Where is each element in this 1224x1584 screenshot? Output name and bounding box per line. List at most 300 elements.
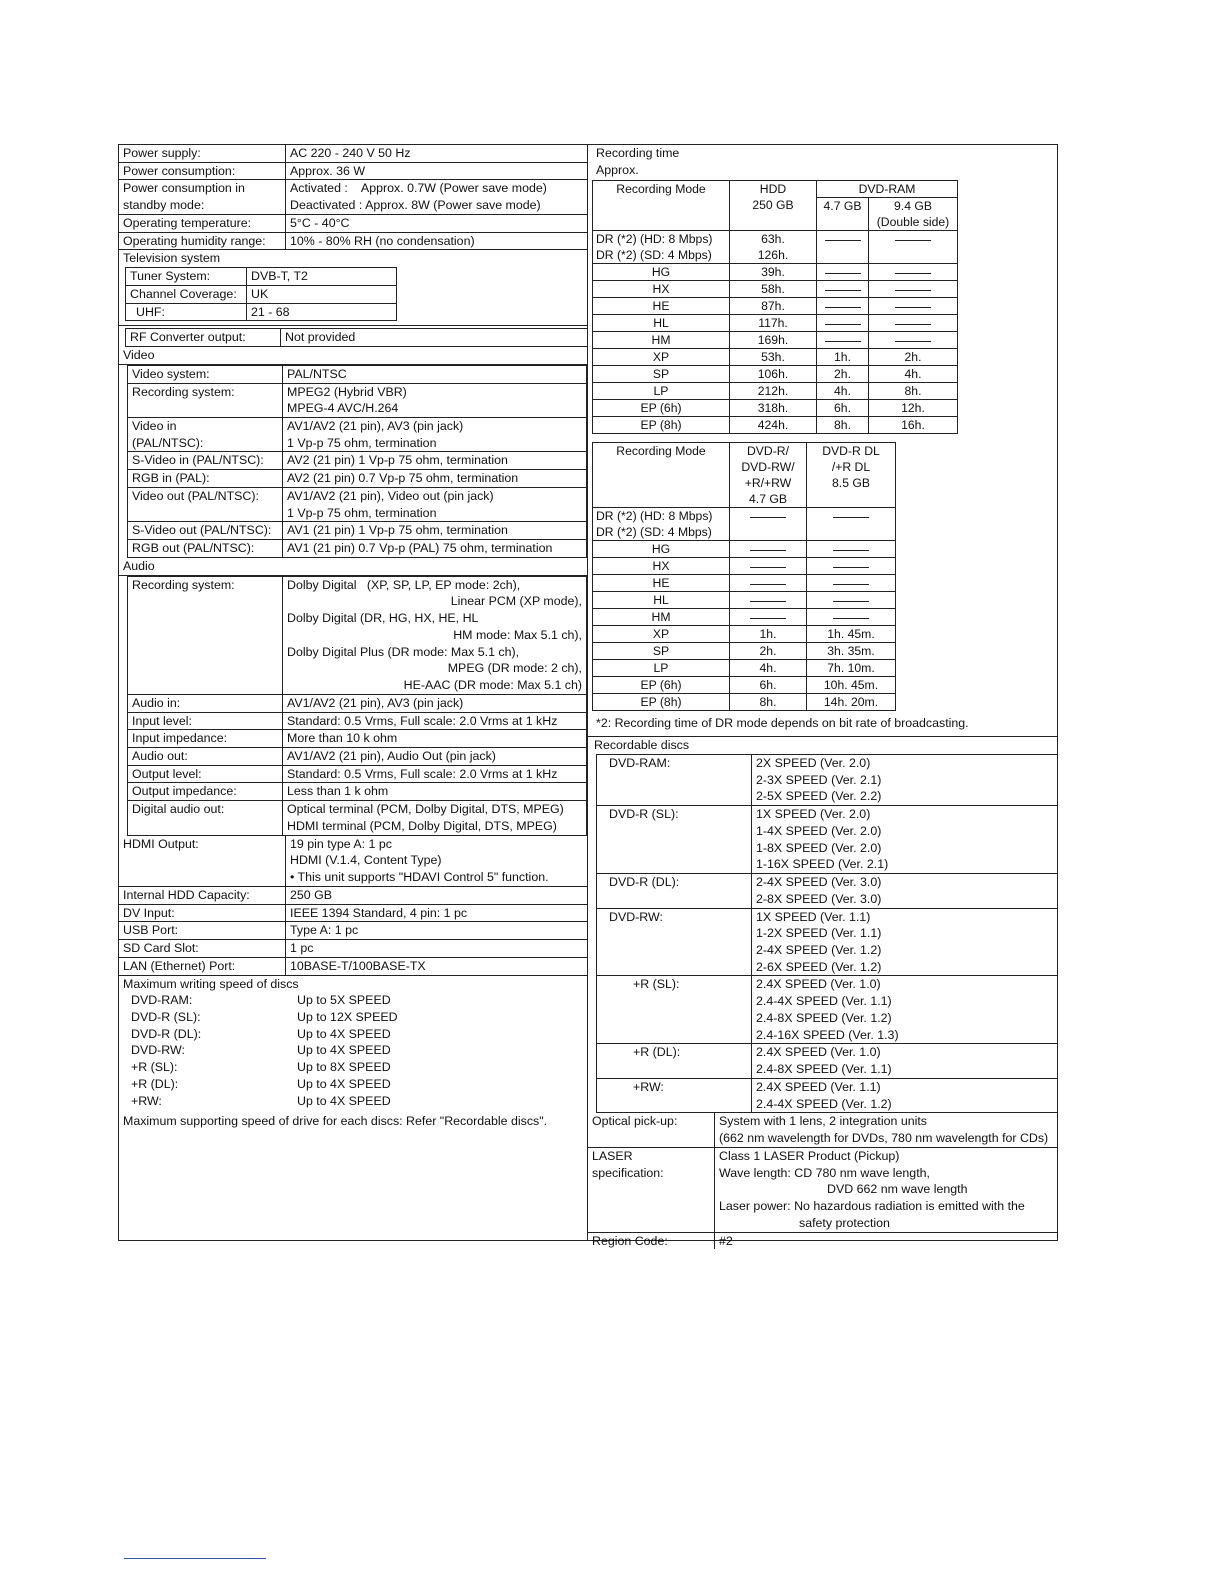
- text-line: 2X SPEED (Ver. 2.0): [756, 755, 871, 770]
- value-cell: [817, 332, 869, 349]
- text-line: 1 pc: [290, 941, 314, 956]
- text-line: (PAL/NTSC):: [132, 435, 204, 450]
- disc-label: DVD-RW:: [597, 908, 752, 976]
- text-line: Standard: 0.5 Vrms, Full scale: 2.0 Vrms at 1 kHz: [287, 766, 558, 781]
- value-cell: [869, 315, 958, 332]
- text-line: RGB in (PAL):: [132, 471, 210, 486]
- value-cell: 4h.: [817, 383, 869, 400]
- write-row: [119, 1059, 402, 1076]
- value-cell: 212h.: [730, 383, 817, 400]
- value-cell: 63h. 126h.: [730, 231, 817, 264]
- spec-label: [128, 694, 283, 712]
- spec-value: [283, 576, 587, 694]
- value-cell: [869, 332, 958, 349]
- value-cell: 2h.: [817, 366, 869, 383]
- spec-label: [119, 957, 286, 975]
- spec-row: [119, 232, 587, 250]
- column-header: 9.4 GB (Double side): [869, 198, 958, 231]
- text-line: Audio out:: [132, 748, 188, 763]
- value-cell: [730, 558, 807, 575]
- column-header: HDD 250 GB: [730, 181, 817, 231]
- disc-label: DVD-R (DL):: [597, 874, 752, 908]
- spec-row: [128, 418, 587, 452]
- column-header: 4.7 GB: [817, 198, 869, 231]
- text-line: 1-2X SPEED (Ver. 1.1): [756, 926, 882, 941]
- mode-cell: EP (8h): [593, 417, 730, 434]
- value-cell: 2h.: [869, 349, 958, 366]
- text-line: 2.4X SPEED (Ver. 1.0): [756, 977, 881, 992]
- spec-value: 5°C - 40°C: [286, 214, 588, 232]
- value-cell: 53h.: [730, 349, 817, 366]
- text-line: Video system:: [132, 366, 210, 381]
- spec-row: [128, 576, 587, 694]
- text-line: Output level:: [132, 766, 202, 781]
- spec-label: DVD-RW:: [131, 1043, 185, 1058]
- text-line: SD Card Slot:: [123, 941, 199, 956]
- spec-row: [128, 747, 587, 765]
- spec-value: [283, 418, 587, 452]
- footer-rule: [124, 1558, 266, 1559]
- value-cell: 106h.: [730, 366, 817, 383]
- spec-label: UHF:: [126, 303, 247, 321]
- mode-cell: HM: [593, 609, 730, 626]
- text-line: 2.4X SPEED (Ver. 1.1): [756, 1079, 881, 1094]
- text-line: 1X SPEED (Ver. 1.1): [756, 909, 871, 924]
- spec-value: [283, 712, 587, 730]
- value-cell: [807, 575, 896, 592]
- spec-value: [286, 904, 588, 922]
- text-line: 2-5X SPEED (Ver. 2.2): [756, 789, 882, 804]
- spec-row: [128, 801, 587, 835]
- spec-value: [286, 957, 588, 975]
- text-line: 250 GB: [290, 887, 333, 902]
- spec-row: [588, 1147, 1057, 1232]
- spec-row: [119, 145, 587, 162]
- spec-row: [128, 452, 587, 470]
- spec-value: Up to 12X SPEED: [297, 1009, 398, 1024]
- spec-value: Up to 8X SPEED: [297, 1060, 391, 1075]
- value-cell: 1h.: [817, 349, 869, 366]
- text-line: 2-6X SPEED (Ver. 1.2): [756, 959, 882, 974]
- disc-label: +R (DL):: [597, 1044, 752, 1078]
- value-cell: [817, 231, 869, 264]
- spec-row: [119, 957, 587, 975]
- text-line: 1 Vp-p 75 ohm, termination: [287, 435, 437, 450]
- section-title: Video: [119, 347, 587, 365]
- mode-cell: EP (8h): [593, 694, 730, 711]
- spec-label: [119, 940, 286, 958]
- text-line: RGB out (PAL/NTSC):: [132, 541, 255, 556]
- spec-label: Operating temperature:: [119, 214, 286, 232]
- text-line: Linear PCM (XP mode),: [450, 594, 582, 609]
- value-cell: 58h.: [730, 281, 817, 298]
- spec-label: [119, 836, 286, 887]
- spec-row: [119, 180, 587, 214]
- write-row: [119, 992, 402, 1009]
- value-cell: 6h.: [817, 400, 869, 417]
- spec-row: [119, 162, 587, 180]
- spec-row: [128, 470, 587, 488]
- text-line: MPEG (DR mode: 2 ch),: [447, 661, 582, 676]
- disc-row: [597, 908, 1058, 976]
- spec-row: [128, 730, 587, 748]
- text-line: Input impedance:: [132, 731, 228, 746]
- spec-label: [128, 452, 283, 470]
- column-header: Recording Mode: [593, 181, 730, 231]
- table-row: [593, 609, 896, 626]
- text-line: Standard: 0.5 Vrms, Full scale: 2.0 Vrms at 1 kHz: [287, 713, 558, 728]
- text-line: Less than 1 k ohm: [287, 784, 389, 799]
- table-row: [593, 626, 896, 643]
- spec-label: [128, 801, 283, 835]
- value-cell: 87h.: [730, 298, 817, 315]
- spec-label: Power consumption:: [119, 162, 286, 180]
- mode-cell: HE: [593, 298, 730, 315]
- value-cell: [817, 298, 869, 315]
- right-column: [588, 145, 1057, 1248]
- section-title: Television system: [123, 251, 221, 266]
- disc-speeds: [752, 754, 1058, 805]
- text-line: IEEE 1394 Standard, 4 pin: 1 pc: [290, 905, 468, 920]
- table-row: [593, 383, 958, 400]
- spec-value: [283, 487, 587, 521]
- general-specs: [119, 145, 587, 250]
- value-cell: 12h.: [869, 400, 958, 417]
- spec-label: [119, 886, 286, 904]
- value-cell: 3h. 35m.: [807, 643, 896, 660]
- spec-row: [119, 886, 587, 904]
- value-cell: 8h.: [730, 694, 807, 711]
- spec-label: [128, 730, 283, 748]
- table-row: [593, 349, 958, 366]
- footnote: *2: Recording time of DR mode depends on bit rate of broadcasting.: [588, 711, 1057, 737]
- spec-value: Class 1 LASER Product (Pickup) Wave length: CD 780 nm wave length, DVD 662 nm wave length Laser power: No hazardous radiation is emitted with the safety protection: [715, 1147, 1058, 1232]
- text-line: AV1 (21 pin) 0.7 Vp-p (PAL) 75 ohm, termination: [287, 541, 553, 556]
- text-line: S-Video out (PAL/NTSC):: [132, 523, 272, 538]
- value-cell: [807, 609, 896, 626]
- value-cell: [730, 508, 807, 541]
- spec-value: 21 - 68: [247, 303, 397, 321]
- spec-value: [283, 383, 587, 417]
- optical-laser-table: [588, 1113, 1057, 1249]
- spec-label: LASER specification:: [588, 1147, 715, 1232]
- text-line: Video out (PAL/NTSC):: [132, 488, 259, 503]
- spec-row: [128, 694, 587, 712]
- text-line: PAL/NTSC: [287, 366, 347, 381]
- spec-row: [128, 540, 587, 558]
- spec-row: [128, 522, 587, 540]
- text-line: Input level:: [132, 713, 192, 728]
- spec-label: [128, 470, 283, 488]
- spec-value: [286, 922, 588, 940]
- value-cell: [807, 592, 896, 609]
- text-line: 2.4-8X SPEED (Ver. 1.2): [756, 1010, 892, 1025]
- text-line: HE-AAC (DR mode: Max 5.1 ch): [403, 678, 582, 693]
- table-row: [593, 298, 958, 315]
- text-line: AV1/AV2 (21 pin), AV3 (pin jack): [287, 419, 464, 434]
- text-line: 1X SPEED (Ver. 2.0): [756, 807, 871, 822]
- spec-label: RF Converter output:: [126, 329, 281, 347]
- spec-label: +R (DL):: [131, 1076, 179, 1091]
- mode-cell: HG: [593, 541, 730, 558]
- text-line: Audio in:: [132, 695, 181, 710]
- value-cell: [869, 264, 958, 281]
- spec-value: 10% - 80% RH (no condensation): [286, 232, 588, 250]
- write-row: [119, 1076, 402, 1093]
- spec-value: Up to 4X SPEED: [297, 1076, 391, 1091]
- mode-cell: SP: [593, 643, 730, 660]
- spec-row: [128, 783, 587, 801]
- write-row: [119, 1093, 402, 1110]
- spec-label: DVD-RAM:: [131, 993, 193, 1008]
- text-line: 2.4X SPEED (Ver. 1.0): [756, 1045, 881, 1060]
- text-line: 1-16X SPEED (Ver. 2.1): [756, 857, 889, 872]
- spec-label: [128, 712, 283, 730]
- spec-label: Power consumption in standby mode:: [119, 180, 286, 214]
- spec-label: [128, 783, 283, 801]
- spec-value: Activated : Approx. 0.7W (Power save mode) Deactivated : Approx. 8W (Power save mode): [286, 180, 588, 214]
- text-line: DV Input:: [123, 905, 175, 920]
- value-cell: [817, 315, 869, 332]
- disc-row: [597, 874, 1058, 908]
- mode-cell: SP: [593, 366, 730, 383]
- text-line: HDMI (V.1.4, Content Type): [290, 853, 442, 868]
- spec-label: Tuner System:: [126, 268, 247, 286]
- value-cell: [817, 281, 869, 298]
- text-line: Type A: 1 pc: [290, 923, 359, 938]
- disc-row: [597, 754, 1058, 805]
- mode-cell: HG: [593, 264, 730, 281]
- text-line: AV1 (21 pin) 1 Vp-p 75 ohm, termination: [287, 523, 508, 538]
- value-cell: [869, 231, 958, 264]
- write-row: [119, 1026, 402, 1043]
- disc-label: +RW:: [597, 1078, 752, 1112]
- mode-cell: HL: [593, 315, 730, 332]
- mode-cell: HE: [593, 575, 730, 592]
- table-row: [593, 660, 896, 677]
- mode-cell: EP (6h): [593, 677, 730, 694]
- recording-time-table-dvd: [592, 442, 896, 711]
- spec-label: [119, 922, 286, 940]
- text-line: 2.4-16X SPEED (Ver. 1.3): [756, 1027, 899, 1042]
- specifications-frame: [118, 144, 1058, 1248]
- spec-label: Optical pick-up:: [588, 1113, 715, 1147]
- value-cell: 10h. 45m.: [807, 677, 896, 694]
- value-cell: [807, 541, 896, 558]
- spec-label: Operating humidity range:: [119, 232, 286, 250]
- tv-section: [119, 250, 587, 326]
- spec-row: [128, 365, 587, 383]
- spec-row: [119, 836, 587, 887]
- max-write-table: [119, 992, 402, 1109]
- spec-value: UK: [247, 285, 397, 303]
- spec-label: [128, 383, 283, 417]
- spec-label: Recording system:: [128, 576, 283, 694]
- disc-speeds: [752, 1078, 1058, 1112]
- mode-cell: DR (*2) (HD: 8 Mbps) DR (*2) (SD: 4 Mbps): [593, 508, 730, 541]
- value-cell: 169h.: [730, 332, 817, 349]
- spec-label: +RW:: [131, 1093, 162, 1108]
- text-line: Laser power: No hazardous radiation is emitted with the: [719, 1199, 1025, 1214]
- section-title: Recording time: [596, 146, 680, 160]
- spec-row: [588, 1113, 1057, 1147]
- spec-label: Power supply:: [119, 145, 286, 162]
- table-row: [593, 677, 896, 694]
- column-header: Recording Mode: [593, 443, 730, 508]
- value-cell: [730, 609, 807, 626]
- value-cell: 4h.: [869, 366, 958, 383]
- text-line: MPEG2 (Hybrid VBR): [287, 384, 407, 399]
- spec-value: [283, 747, 587, 765]
- text-line: USB Port:: [123, 923, 179, 938]
- value-cell: [730, 592, 807, 609]
- spec-row: [128, 487, 587, 521]
- spec-label: [128, 418, 283, 452]
- value-cell: 1h. 45m.: [807, 626, 896, 643]
- text-line: 1-8X SPEED (Ver. 2.0): [756, 840, 882, 855]
- table-row: [593, 575, 896, 592]
- mode-cell: EP (6h): [593, 400, 730, 417]
- text-line: More than 10 k ohm: [287, 731, 398, 746]
- spec-value: [283, 730, 587, 748]
- value-cell: 16h.: [869, 417, 958, 434]
- table-row: [593, 281, 958, 298]
- text-line: AV1/AV2 (21 pin), Audio Out (pin jack): [287, 748, 496, 763]
- text-line: LAN (Ethernet) Port:: [123, 958, 236, 973]
- recording-time-table-hdd-ram: [592, 180, 958, 434]
- spec-value: [286, 836, 588, 887]
- disc-speeds: [752, 1044, 1058, 1078]
- value-cell: 1h.: [730, 626, 807, 643]
- table-row: [593, 643, 896, 660]
- mode-cell: LP: [593, 660, 730, 677]
- value-cell: [869, 281, 958, 298]
- spec-row: [128, 383, 587, 417]
- spec-value: [283, 694, 587, 712]
- value-cell: [869, 298, 958, 315]
- spec-row: [128, 765, 587, 783]
- text-line: HM mode: Max 5.1 ch),: [453, 627, 582, 642]
- disc-speeds: [752, 874, 1058, 908]
- text-line: 2-3X SPEED (Ver. 2.1): [756, 772, 882, 787]
- tv-table: [125, 267, 397, 321]
- mode-cell: LP: [593, 383, 730, 400]
- recordable-discs-table: [596, 754, 1057, 1113]
- mode-cell: HM: [593, 332, 730, 349]
- spec-row: [128, 712, 587, 730]
- spec-label: DVD-R (SL):: [131, 1009, 201, 1024]
- spec-row: [119, 904, 587, 922]
- approx-label: Approx.: [596, 162, 639, 177]
- value-cell: 7h. 10m.: [807, 660, 896, 677]
- text-line: 10BASE-T/100BASE-TX: [290, 958, 426, 973]
- value-cell: 424h.: [730, 417, 817, 434]
- table-row: [593, 264, 958, 281]
- text-line: DVD 662 nm wave length: [827, 1182, 968, 1197]
- text-line: 19 pin type A: 1 pc: [290, 836, 392, 851]
- table-row: [593, 694, 896, 711]
- text-line: 1-4X SPEED (Ver. 2.0): [756, 823, 882, 838]
- value-cell: 14h. 20m.: [807, 694, 896, 711]
- spec-label: Channel Coverage:: [126, 285, 247, 303]
- spec-value: DVB-T, T2: [247, 268, 397, 286]
- text-line: Optical terminal (PCM, Dolby Digital, DTS, MPEG): [287, 802, 564, 817]
- text-line: 2.4-8X SPEED (Ver. 1.1): [756, 1062, 892, 1077]
- value-cell: [730, 575, 807, 592]
- spec-value: [283, 365, 587, 383]
- text-line: 2-8X SPEED (Ver. 3.0): [756, 891, 882, 906]
- text-line: AV2 (21 pin) 1 Vp-p 75 ohm, termination: [287, 453, 508, 468]
- left-column: [119, 145, 588, 1240]
- value-cell: 2h.: [730, 643, 807, 660]
- rf-row: [125, 328, 587, 347]
- column-header: DVD-R DL /+R DL 8.5 GB: [807, 443, 896, 508]
- spec-label: DVD-R (DL):: [131, 1026, 202, 1041]
- text-line: Wave length: CD 780 nm wave length,: [719, 1165, 930, 1180]
- spec-label: [119, 904, 286, 922]
- audio-table: [127, 576, 587, 836]
- text-line: • This unit supports "HDAVI Control 5" function.: [290, 870, 549, 885]
- spec-label: +R (SL):: [131, 1060, 178, 1075]
- value-cell: 117h.: [730, 315, 817, 332]
- spec-value: Approx. 36 W: [286, 162, 588, 180]
- disc-speeds: [752, 908, 1058, 976]
- table-row: [593, 541, 896, 558]
- disc-row: [597, 976, 1058, 1044]
- spec-label: [128, 522, 283, 540]
- value-cell: [730, 541, 807, 558]
- text-line: 2-4X SPEED (Ver. 1.2): [756, 943, 882, 958]
- disc-label: +R (SL):: [597, 976, 752, 1044]
- text-line: 2-4X SPEED (Ver. 3.0): [756, 875, 882, 890]
- mode-cell: DR (*2) (HD: 8 Mbps) DR (*2) (SD: 4 Mbps): [593, 231, 730, 264]
- spec-value: [283, 783, 587, 801]
- text-line: Recording system:: [132, 384, 235, 399]
- spec-value: Up to 4X SPEED: [297, 1093, 391, 1108]
- spec-value: [283, 765, 587, 783]
- text-line: Video in: [132, 419, 177, 434]
- spec-label: Region Code:: [588, 1232, 715, 1249]
- value-cell: 39h.: [730, 264, 817, 281]
- table-row: [593, 315, 958, 332]
- mode-cell: HX: [593, 281, 730, 298]
- spec-row: [119, 922, 587, 940]
- spec-value: AC 220 - 240 V 50 Hz: [286, 145, 588, 162]
- disc-row: [597, 806, 1058, 874]
- section-title: Audio: [119, 558, 587, 576]
- spec-row: [588, 1232, 1057, 1249]
- text-line: 2.4-4X SPEED (Ver. 1.1): [756, 994, 892, 1009]
- value-cell: 8h.: [869, 383, 958, 400]
- max-write-note: Maximum supporting speed of drive for each discs: Refer "Recordable discs".: [123, 1114, 548, 1129]
- spec-label: [128, 487, 283, 521]
- table-row: [593, 400, 958, 417]
- section-title: Maximum writing speed of discs: [123, 976, 299, 991]
- text-line: 1 Vp-p 75 ohm, termination: [287, 505, 437, 520]
- text-line: S-Video in (PAL/NTSC):: [132, 453, 264, 468]
- disc-label: DVD-RAM:: [597, 754, 752, 805]
- spec-label: [128, 765, 283, 783]
- table-row: [593, 332, 958, 349]
- disc-row: [597, 1044, 1058, 1078]
- text-line: AV1/AV2 (21 pin), AV3 (pin jack): [287, 695, 464, 710]
- mode-cell: HX: [593, 558, 730, 575]
- spec-value: [283, 470, 587, 488]
- spec-value: Up to 4X SPEED: [297, 1026, 391, 1041]
- spec-value: Up to 4X SPEED: [297, 1043, 391, 1058]
- text-line: Dolby Digital Plus (DR mode: Max 5.1 ch),: [287, 644, 520, 659]
- text-line: safety protection: [799, 1215, 890, 1230]
